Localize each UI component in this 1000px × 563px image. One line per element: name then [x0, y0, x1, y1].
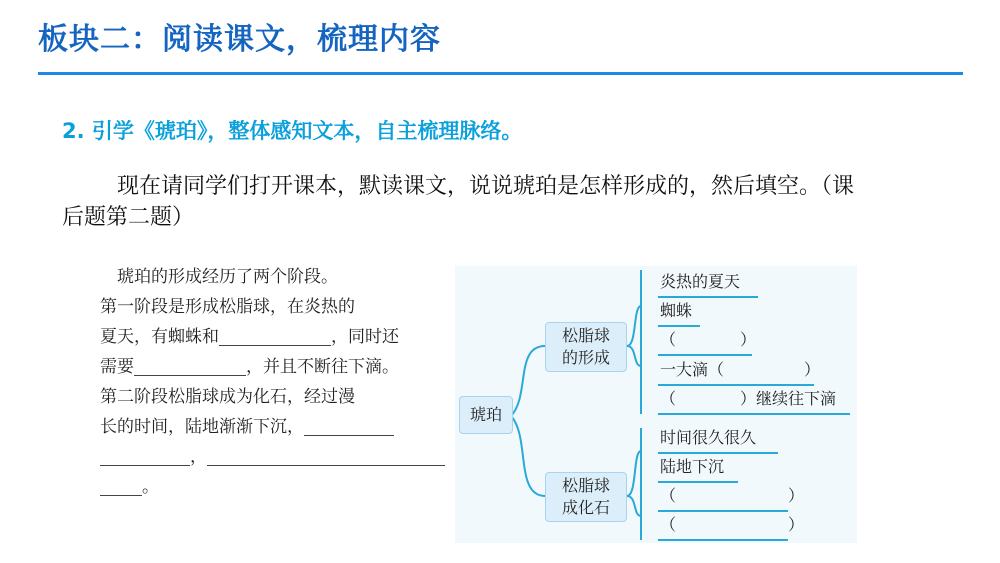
passage-line [100, 292, 450, 322]
branch-label: 松脂球 成化石 [561, 476, 610, 517]
passage-text: 第二阶段松脂球成为化石，经过漫 [100, 387, 355, 407]
answer-blank[interactable] [304, 419, 394, 436]
leaf-item: （ ） [658, 484, 788, 512]
instruction-text: 现在请同学们打开课本，默读课文，说说琥珀是怎样形成的，然后填空。（课后题第二题） [62, 174, 855, 230]
answer-blank[interactable] [100, 479, 142, 496]
answer-blank[interactable] [134, 359, 246, 376]
branch-brace [640, 270, 642, 414]
branch-node-fossilization [545, 472, 627, 522]
leaf-item: （ ） [658, 513, 788, 541]
section-subtitle: 2. 引学《琥珀》，整体感知文本，自主梳理脉络。 [62, 119, 523, 143]
answer-blank[interactable] [219, 329, 331, 346]
answer-blank[interactable] [100, 449, 190, 466]
leaf-item: 时间很久很久 [658, 426, 778, 454]
leaf-item: （ ）继续往下滴 [658, 387, 850, 415]
leaf-item: 蜘蛛 [658, 299, 700, 327]
formation-mind-map [455, 266, 857, 543]
passage-line [100, 352, 450, 382]
answer-blank[interactable] [207, 449, 445, 466]
passage-line [100, 382, 450, 412]
leaf-item: 炎热的夏天 [658, 270, 758, 298]
branch-node-formation [545, 322, 627, 372]
passage-text: ，并且不断往下滴。 [246, 357, 399, 377]
branch-label: 松脂球 的形成 [561, 326, 610, 367]
passage-text: 长的时间，陆地渐渐下沉， [100, 417, 304, 437]
passage-line [100, 442, 450, 472]
passage-line [100, 322, 450, 352]
passage-text: ，同时还 [331, 327, 399, 347]
passage-line [100, 412, 450, 442]
title-divider [38, 72, 963, 75]
passage-text: 第一阶段是形成松脂球，在炎热的 [100, 297, 355, 317]
leaf-item: 陆地下沉 [658, 455, 738, 483]
passage-text: 。 [142, 477, 159, 497]
passage-line [100, 262, 450, 292]
passage-text: 需要 [100, 357, 134, 377]
leaf-item: （ ） [658, 328, 752, 356]
fill-in-passage [100, 262, 450, 502]
leaf-item: 一大滴（ ） [658, 358, 814, 386]
passage-text: 夏天，有蜘蛛和 [100, 327, 219, 347]
passage-text: 琥珀的形成经历了两个阶段。 [117, 267, 338, 287]
passage-line [100, 472, 450, 502]
root-node: 琥珀 [459, 396, 513, 434]
branch-brace [640, 428, 642, 540]
passage-text: ， [190, 447, 207, 467]
slide-title: 板块二：阅读课文，梳理内容 [38, 22, 441, 57]
